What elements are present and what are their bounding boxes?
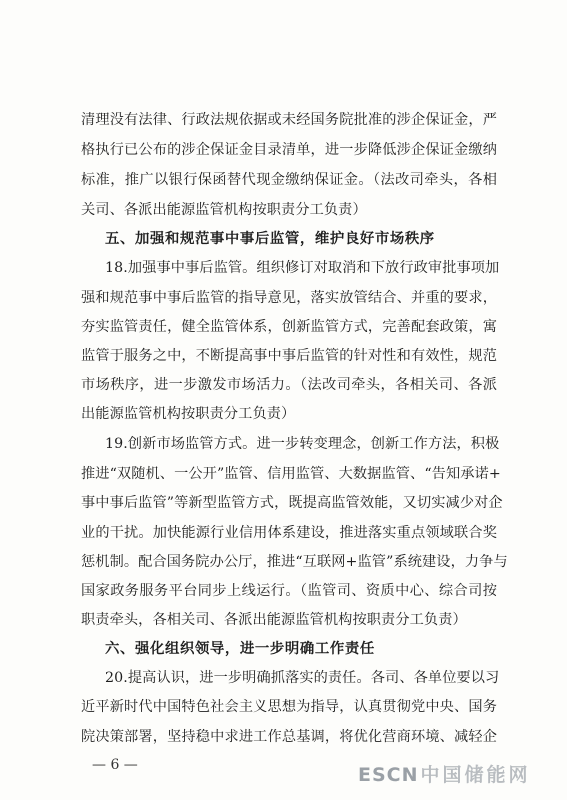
section-heading: 五、加强和规范事中事后监管，维护良好市场秩序 (105, 231, 435, 247)
paragraph-first-line: 18.加强事中事后监管。组织修订对取消和下放行政审批事项加 (105, 260, 500, 276)
watermark-logo (358, 763, 531, 787)
body-text-line: 院决策部署，坚持稳中求进工作总基调，将优化营商环境、减轻企 (81, 729, 497, 745)
body-text-line: 强和规范事中事后监管的指导意见，落实放管结合、并重的要求， (81, 290, 497, 306)
body-text-line: 市场秩序，进一步激发市场活力。（法改司牵头，各相关司、各派 (81, 377, 497, 393)
body-text-line: 业的干扰。加快能源行业信用体系建设，推进落实重点领域联合奖 (81, 525, 497, 541)
body-text-line: 监管于服务之中，不断提高事中事后监管的针对性和有效性，规范 (81, 348, 497, 364)
body-text-line: 清理没有法律、行政法规依据或未经国务院批准的涉企保证金，严 (81, 112, 497, 128)
watermark-chinese: 中国储能网 (420, 764, 531, 786)
body-text-line: 标准，推广以银行保函替代现金缴纳保证金。（法改司牵头，各相 (81, 172, 497, 188)
paragraph-first-line: 19.创新市场监管方式。进一步转变理念，创新工作方法，积极 (105, 436, 500, 452)
body-text-line: 国家政务服务平台同步上线运行。（监管司、资质中心、综合司按 (81, 583, 497, 599)
body-text-line: 职责牵头，各相关司、各派出能源监管机构按职责分工负责） (81, 612, 467, 628)
page-number: — 6 — (92, 757, 138, 773)
section-heading: 六、强化组织领导，进一步明确工作责任 (105, 641, 375, 657)
body-text-line: 近平新时代中国特色社会主义思想为指导，认真贯彻党中央、国务 (81, 699, 497, 715)
body-text-line: 格执行已公布的涉企保证金目录清单，进一步降低涉企保证金缴纳 (81, 142, 497, 158)
paragraph-first-line: 20.提高认识，进一步明确抓落实的责任。各司、各单位要以习 (105, 670, 500, 686)
body-text-line: 夯实监管责任，健全监管体系，创新监管方式，完善配套政策，寓 (81, 319, 497, 335)
body-text-line: 推进“双随机、一公开”监管、信用监管、大数据监管、“告知承诺+ (81, 466, 501, 482)
body-text-line: 出能源监管机构按职责分工负责） (81, 406, 296, 422)
body-text-line: 关司、各派出能源监管机构按职责分工负责） (81, 202, 367, 218)
watermark-latin: ESCN (358, 764, 419, 786)
body-text-line: 事中事后监管”等新型监管方式，既提高监管效能，又切实减少对企 (81, 495, 503, 511)
body-text-line: 惩机制。配合国务院办公厅，推进“互联网+监管”系统建设，力争与 (81, 554, 508, 570)
